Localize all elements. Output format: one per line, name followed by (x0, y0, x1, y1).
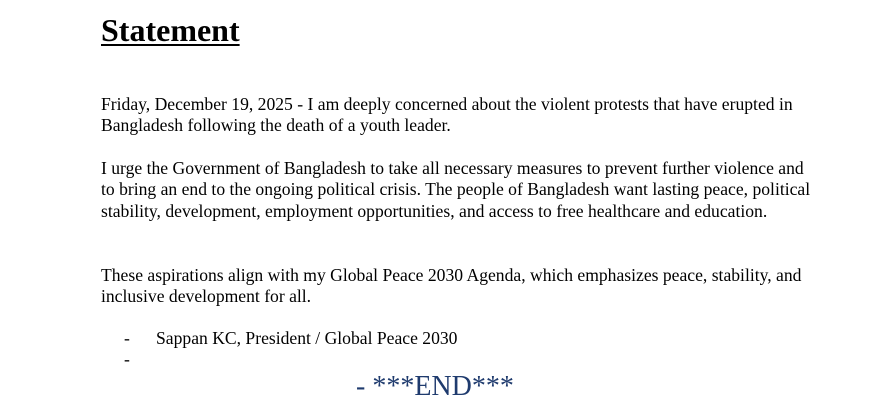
list-item (101, 328, 457, 349)
signature-list (101, 328, 457, 371)
list-marker: - (124, 349, 130, 370)
list-item (101, 349, 457, 370)
document-title: Statement (101, 12, 240, 48)
signature-text: Sappan KC, President / Global Peace 2030 (156, 328, 458, 348)
end-marker: - ***END*** (356, 371, 514, 402)
paragraph-date-concern: Friday, December 19, 2025 - I am deeply concerned about the violent protests that have erupted in Bangladesh following the death of a youth leader. (101, 94, 793, 136)
list-marker: - (124, 328, 130, 348)
paragraph-urge-government: I urge the Government of Bangladesh to take all necessary measures to prevent further violence and to bring an end to the ongoing political crisis. The people of Bangladesh want lasting peace, political stability, development, employment opportunities, and access to free healthcare and education. (101, 158, 811, 221)
paragraph-aspirations: These aspirations align with my Global Peace 2030 Agenda, which emphasizes peace, stability, and inclusive development for all. (101, 265, 802, 307)
